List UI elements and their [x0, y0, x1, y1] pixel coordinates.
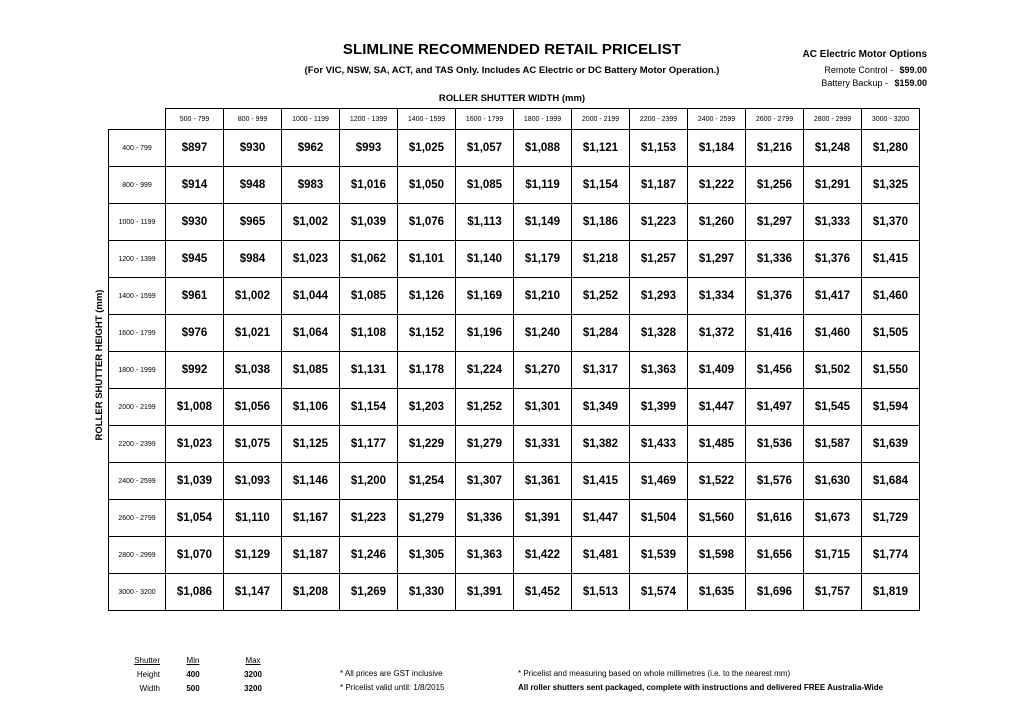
remote-control-label: Remote Control -: [824, 64, 893, 75]
limits-height-min: 400: [186, 670, 200, 679]
price-cell: $1,062: [340, 241, 398, 278]
price-cell: $1,131: [340, 352, 398, 389]
price-cell: $948: [224, 167, 282, 204]
price-cell: $1,291: [804, 167, 862, 204]
price-cell: $945: [166, 241, 224, 278]
price-cell: $1,203: [398, 389, 456, 426]
price-cell: $1,587: [804, 426, 862, 463]
width-header-cell: 2600 - 2799: [746, 109, 804, 130]
price-cell: $1,481: [572, 537, 630, 574]
price-cell: $1,224: [456, 352, 514, 389]
limits-height-label: Height: [136, 670, 160, 679]
price-cell: $1,391: [456, 574, 514, 611]
price-cell: $1,363: [456, 537, 514, 574]
price-cell: $1,196: [456, 315, 514, 352]
table-row: [109, 241, 920, 278]
price-cell: $1,075: [224, 426, 282, 463]
width-header-cell: 1000 - 1199: [282, 109, 340, 130]
height-header-cell: 2200 - 2399: [109, 426, 166, 463]
price-cell: $1,167: [282, 500, 340, 537]
price-cell: $1,054: [166, 500, 224, 537]
price-cell: $1,415: [862, 241, 920, 278]
page-subtitle: (For VIC, NSW, SA, ACT, and TAS Only. Includes AC Electric or DC Battery Motor Operation.): [304, 65, 720, 76]
price-cell: $1,021: [224, 315, 282, 352]
width-header-row: [109, 109, 920, 130]
limits-width-max: 3200: [244, 684, 262, 693]
price-cell: $1,376: [804, 241, 862, 278]
price-cell: $1,536: [746, 426, 804, 463]
price-cell: $965: [224, 204, 282, 241]
price-cell: $1,598: [688, 537, 746, 574]
price-cell: $930: [166, 204, 224, 241]
price-cell: $1,023: [166, 426, 224, 463]
price-cell: $1,050: [398, 167, 456, 204]
limits-shutter-header: Shutter: [134, 656, 160, 665]
price-cell: $1,269: [340, 574, 398, 611]
height-header-cell: 2600 - 2799: [109, 500, 166, 537]
price-cell: $1,363: [630, 352, 688, 389]
price-cell: $1,409: [688, 352, 746, 389]
limits-max-column: [238, 654, 268, 696]
price-table: [108, 108, 920, 611]
price-cell: $1,256: [746, 167, 804, 204]
price-cell: $1,086: [166, 574, 224, 611]
height-header-cell: 2400 - 2599: [109, 463, 166, 500]
price-cell: $1,545: [804, 389, 862, 426]
price-cell: $1,433: [630, 426, 688, 463]
price-cell: $1,254: [398, 463, 456, 500]
height-header-cell: 1200 - 1399: [109, 241, 166, 278]
price-cell: $1,044: [282, 278, 340, 315]
limits-shutter-column: [128, 654, 160, 696]
price-cell: $1,574: [630, 574, 688, 611]
price-cell: $1,317: [572, 352, 630, 389]
price-cell: $1,422: [514, 537, 572, 574]
price-cell: $1,076: [398, 204, 456, 241]
price-cell: $1,153: [630, 130, 688, 167]
price-cell: $1,147: [224, 574, 282, 611]
price-cell: $1,284: [572, 315, 630, 352]
price-cell: $1,152: [398, 315, 456, 352]
price-cell: $1,349: [572, 389, 630, 426]
battery-backup-price: $159.00: [894, 78, 927, 88]
price-cell: $1,108: [340, 315, 398, 352]
price-cell: $1,560: [688, 500, 746, 537]
price-cell: $1,270: [514, 352, 572, 389]
price-cell: $1,485: [688, 426, 746, 463]
table-row: [109, 204, 920, 241]
price-cell: $1,729: [862, 500, 920, 537]
price-cell: $1,550: [862, 352, 920, 389]
price-cell: $930: [224, 130, 282, 167]
price-cell: $1,093: [224, 463, 282, 500]
price-cell: $1,154: [572, 167, 630, 204]
price-cell: $1,169: [456, 278, 514, 315]
price-cell: $1,106: [282, 389, 340, 426]
note-measuring: * Pricelist and measuring based on whole millimetres (i.e. to the nearest mm): [518, 669, 791, 678]
price-cell: $1,576: [746, 463, 804, 500]
price-cell: $1,002: [282, 204, 340, 241]
width-header-cell: 1800 - 1999: [514, 109, 572, 130]
table-row: [109, 463, 920, 500]
price-cell: $1,336: [746, 241, 804, 278]
price-cell: $1,252: [572, 278, 630, 315]
note-gst: * All prices are GST inclusive: [340, 669, 443, 678]
price-cell: $1,121: [572, 130, 630, 167]
price-cell: $1,522: [688, 463, 746, 500]
price-cell: $1,305: [398, 537, 456, 574]
price-cell: $983: [282, 167, 340, 204]
width-header-cell: 2000 - 2199: [572, 109, 630, 130]
price-cell: $961: [166, 278, 224, 315]
price-cell: $1,070: [166, 537, 224, 574]
price-cell: $1,372: [688, 315, 746, 352]
price-cell: $1,293: [630, 278, 688, 315]
price-cell: $1,223: [340, 500, 398, 537]
price-cell: $1,334: [688, 278, 746, 315]
price-cell: $1,223: [630, 204, 688, 241]
limits-min-header: Min: [186, 656, 200, 665]
price-cell: $1,502: [804, 352, 862, 389]
table-row: [109, 500, 920, 537]
price-cell: $1,085: [282, 352, 340, 389]
price-cell: $1,154: [340, 389, 398, 426]
height-header-cell: 1400 - 1599: [109, 278, 166, 315]
price-cell: $1,539: [630, 537, 688, 574]
price-cell: $1,673: [804, 500, 862, 537]
price-cell: $1,039: [166, 463, 224, 500]
width-header-cell: 800 - 999: [224, 109, 282, 130]
note-delivery: All roller shutters sent packaged, complete with instructions and delivered FREE Australia-Wide: [518, 683, 884, 692]
price-cell: $1,399: [630, 389, 688, 426]
price-cell: $1,178: [398, 352, 456, 389]
price-cell: $1,260: [688, 204, 746, 241]
price-cell: $1,497: [746, 389, 804, 426]
price-cell: $1,297: [688, 241, 746, 278]
price-cell: $1,085: [340, 278, 398, 315]
height-header-cell: 1600 - 1799: [109, 315, 166, 352]
price-cell: $1,452: [514, 574, 572, 611]
price-table-body: [109, 130, 920, 611]
note-valid-until: * Pricelist valid until: 1/8/2015: [340, 683, 445, 692]
price-cell: $1,208: [282, 574, 340, 611]
price-cell: $1,469: [630, 463, 688, 500]
price-cell: $1,297: [746, 204, 804, 241]
width-header-cell: 2400 - 2599: [688, 109, 746, 130]
table-row: [109, 389, 920, 426]
price-cell: $1,370: [862, 204, 920, 241]
price-cell: $1,696: [746, 574, 804, 611]
price-cell: $1,110: [224, 500, 282, 537]
price-cell: $1,630: [804, 463, 862, 500]
motor-options-heading: AC Electric Motor Options: [802, 49, 927, 60]
price-cell: $1,656: [746, 537, 804, 574]
price-cell: $1,216: [746, 130, 804, 167]
height-header-cell: 800 - 999: [109, 167, 166, 204]
table-corner: [109, 109, 166, 130]
price-cell: $1,002: [224, 278, 282, 315]
price-cell: $1,635: [688, 574, 746, 611]
price-cell: $1,025: [398, 130, 456, 167]
price-cell: $1,039: [340, 204, 398, 241]
price-cell: $1,119: [514, 167, 572, 204]
table-row: [109, 352, 920, 389]
price-cell: $1,505: [862, 315, 920, 352]
table-row: [109, 315, 920, 352]
height-header-cell: 2800 - 2999: [109, 537, 166, 574]
price-cell: $1,361: [514, 463, 572, 500]
price-cell: $1,279: [398, 500, 456, 537]
width-header-cell: 2200 - 2399: [630, 109, 688, 130]
price-cell: $1,126: [398, 278, 456, 315]
price-cell: $1,447: [572, 500, 630, 537]
price-cell: $1,177: [340, 426, 398, 463]
price-cell: $1,023: [282, 241, 340, 278]
price-cell: $1,186: [572, 204, 630, 241]
price-cell: $962: [282, 130, 340, 167]
price-cell: $1,616: [746, 500, 804, 537]
price-cell: $1,101: [398, 241, 456, 278]
battery-backup-label: Battery Backup -: [821, 78, 888, 88]
price-cell: $1,187: [282, 537, 340, 574]
price-cell: $1,456: [746, 352, 804, 389]
price-cell: $1,140: [456, 241, 514, 278]
price-cell: $1,016: [340, 167, 398, 204]
limits-min-column: [180, 654, 206, 696]
table-row: [109, 574, 920, 611]
width-header-cell: 1200 - 1399: [340, 109, 398, 130]
width-header-cell: 1400 - 1599: [398, 109, 456, 130]
price-cell: $1,447: [688, 389, 746, 426]
width-axis-title: ROLLER SHUTTER WIDTH (mm): [438, 93, 586, 104]
price-cell: $1,328: [630, 315, 688, 352]
price-cell: $1,057: [456, 130, 514, 167]
page-title: SLIMLINE RECOMMENDED RETAIL PRICELIST: [342, 41, 682, 58]
price-cell: $1,240: [514, 315, 572, 352]
price-cell: $1,179: [514, 241, 572, 278]
price-cell: $1,460: [862, 278, 920, 315]
price-cell: $1,279: [456, 426, 514, 463]
price-cell: $1,417: [804, 278, 862, 315]
price-cell: $1,504: [630, 500, 688, 537]
height-header-cell: 400 - 799: [109, 130, 166, 167]
price-cell: $1,125: [282, 426, 340, 463]
price-cell: $1,187: [630, 167, 688, 204]
price-cell: $1,325: [862, 167, 920, 204]
price-cell: $1,415: [572, 463, 630, 500]
price-cell: $1,416: [746, 315, 804, 352]
table-row: [109, 278, 920, 315]
price-cell: $1,218: [572, 241, 630, 278]
motor-options: [803, 48, 927, 91]
price-cell: $1,246: [340, 537, 398, 574]
height-header-cell: 1000 - 1199: [109, 204, 166, 241]
limits-max-header: Max: [245, 656, 261, 665]
price-cell: $1,252: [456, 389, 514, 426]
table-row: [109, 130, 920, 167]
price-cell: $1,113: [456, 204, 514, 241]
price-cell: $1,307: [456, 463, 514, 500]
width-header-cell: 3000 - 3200: [862, 109, 920, 130]
price-cell: $1,715: [804, 537, 862, 574]
price-cell: $1,376: [746, 278, 804, 315]
price-cell: $897: [166, 130, 224, 167]
price-cell: $1,248: [804, 130, 862, 167]
price-cell: $1,280: [862, 130, 920, 167]
price-cell: $914: [166, 167, 224, 204]
limits-width-min: 500: [186, 684, 200, 693]
price-cell: $1,184: [688, 130, 746, 167]
price-cell: $1,513: [572, 574, 630, 611]
price-cell: $1,819: [862, 574, 920, 611]
price-cell: $1,639: [862, 426, 920, 463]
price-cell: $993: [340, 130, 398, 167]
price-cell: $1,460: [804, 315, 862, 352]
price-cell: $976: [166, 315, 224, 352]
price-cell: $1,210: [514, 278, 572, 315]
price-cell: $1,757: [804, 574, 862, 611]
price-cell: $992: [166, 352, 224, 389]
price-cell: $1,229: [398, 426, 456, 463]
price-cell: $1,391: [514, 500, 572, 537]
price-cell: $1,200: [340, 463, 398, 500]
price-cell: $1,129: [224, 537, 282, 574]
remote-control-price: $99.00: [899, 64, 927, 75]
table-row: [109, 426, 920, 463]
price-cell: $1,222: [688, 167, 746, 204]
battery-backup-option: [803, 77, 927, 91]
price-cell: $1,038: [224, 352, 282, 389]
price-cell: $1,336: [456, 500, 514, 537]
price-cell: $1,008: [166, 389, 224, 426]
price-cell: $1,333: [804, 204, 862, 241]
height-header-cell: 3000 - 3200: [109, 574, 166, 611]
price-cell: $1,684: [862, 463, 920, 500]
price-cell: $1,056: [224, 389, 282, 426]
price-cell: $1,085: [456, 167, 514, 204]
table-row: [109, 167, 920, 204]
price-cell: $1,088: [514, 130, 572, 167]
limits-width-label: Width: [139, 684, 160, 693]
price-cell: $1,330: [398, 574, 456, 611]
width-header-cell: 500 - 799: [166, 109, 224, 130]
price-cell: $1,257: [630, 241, 688, 278]
width-header-cell: 2800 - 2999: [804, 109, 862, 130]
remote-control-option: [803, 64, 927, 78]
price-cell: $1,149: [514, 204, 572, 241]
price-cell: $984: [224, 241, 282, 278]
price-cell: $1,382: [572, 426, 630, 463]
height-header-cell: 1800 - 1999: [109, 352, 166, 389]
price-cell: $1,064: [282, 315, 340, 352]
price-cell: $1,774: [862, 537, 920, 574]
price-cell: $1,146: [282, 463, 340, 500]
height-axis-title: ROLLER SHUTTER HEIGHT (mm): [94, 289, 105, 441]
width-header-cell: 1600 - 1799: [456, 109, 514, 130]
limits-height-max: 3200: [244, 670, 262, 679]
price-cell: $1,301: [514, 389, 572, 426]
table-row: [109, 537, 920, 574]
price-cell: $1,331: [514, 426, 572, 463]
height-header-cell: 2000 - 2199: [109, 389, 166, 426]
price-cell: $1,594: [862, 389, 920, 426]
